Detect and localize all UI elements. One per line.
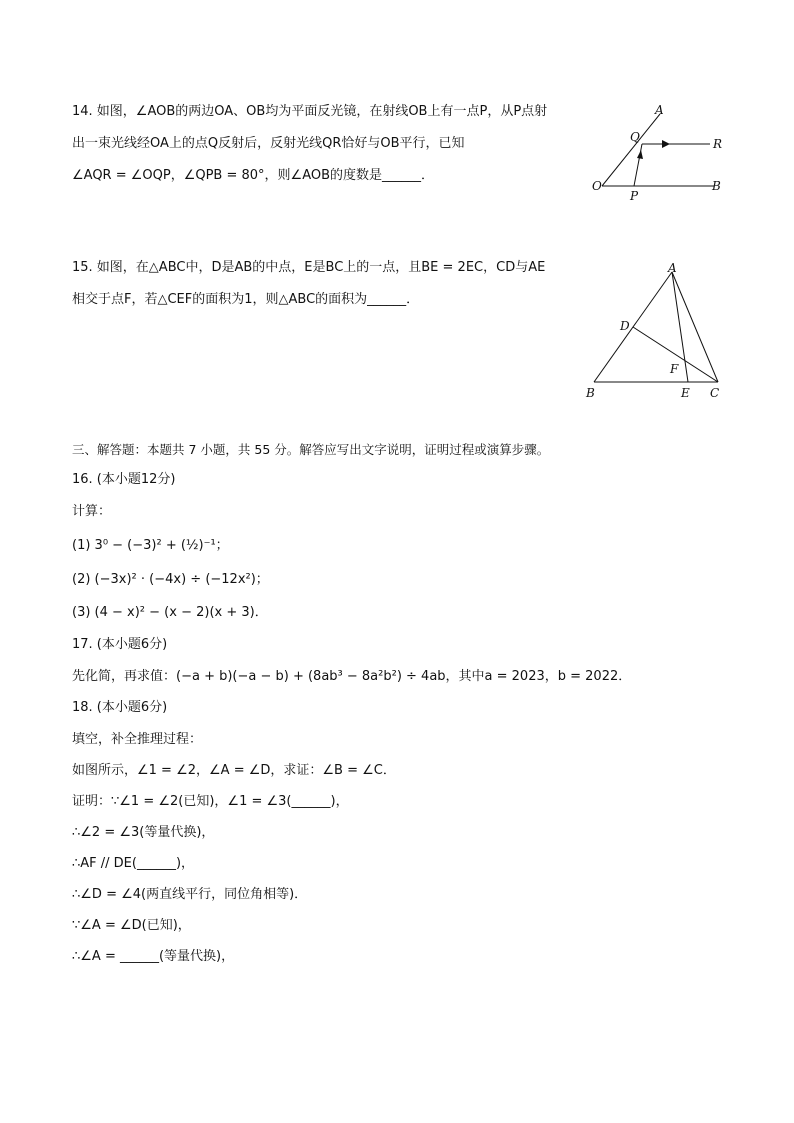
label-p: P — [630, 189, 639, 203]
q14-line2: 出一束光线经OA上的点Q反射后，反射光线QR恰好与OB平行，已知 — [72, 136, 465, 151]
q18-step5: ∵∠A = ∠D(已知)， — [72, 918, 191, 933]
q18-instruction: 填空，补全推理过程： — [72, 732, 203, 747]
q15-line2: 相交于点F，若△CEF的面积为1，则△ABC的面积为______． — [72, 292, 420, 307]
q16-part1: (1) 3⁰ − (−3)² + (½)⁻¹； — [72, 538, 229, 553]
q15-figure — [580, 258, 726, 404]
label-a: A — [668, 261, 677, 275]
q16-instruction: 计算： — [72, 504, 112, 519]
q16-part3: (3) (4 − x)² − (x − 2)(x + 3)． — [72, 605, 268, 620]
ray-pq — [634, 144, 642, 186]
label-e: E — [681, 386, 690, 400]
q14-figure — [586, 100, 726, 204]
label-d: D — [620, 319, 630, 333]
label-q: Q — [630, 130, 640, 144]
q18-step2: ∴∠2 = ∠3(等量代换)， — [72, 825, 215, 840]
label-b: B — [712, 179, 721, 193]
arrow-qr — [662, 140, 670, 148]
q18-head: 18. (本小题6分) — [72, 700, 168, 715]
q18-step3: ∴AF // DE(______)， — [72, 856, 195, 871]
q16-part2: (2) (−3x)² · (−4x) ÷ (−12x²)； — [72, 572, 269, 587]
arrow-pq — [637, 150, 643, 159]
label-r: R — [713, 137, 723, 151]
label-a: A — [655, 103, 664, 117]
q18-step4: ∴∠D = ∠4(两直线平行，同位角相等)． — [72, 887, 308, 902]
ray-oa — [602, 114, 660, 186]
q18-step1: 证明：∵∠1 = ∠2(已知)，∠1 = ∠3(______)， — [72, 794, 349, 809]
side-ac — [672, 272, 718, 382]
q16-head: 16. (本小题12分) — [72, 472, 176, 487]
q18-given: 如图所示，∠1 = ∠2，∠A = ∠D，求证：∠B = ∠C． — [72, 763, 396, 778]
section3-heading: 三、解答题：本题共 7 小题，共 55 分。解答应写出文字说明，证明过程或演算步骤。 — [72, 442, 550, 457]
q18-step6: ∴∠A = ______(等量代换)， — [72, 949, 235, 964]
q17-body: 先化简，再求值：(−a + b)(−a − b) + (8ab³ − 8a²b²) ÷ 4ab，其中a = 2023，b = 2022． — [72, 669, 632, 684]
q14-line1: 14. 如图，∠AOB的两边OA、OB均为平面反光镜，在射线OB上有一点P，从P点射 — [72, 104, 548, 119]
q15-line1: 15. 如图，在△ABC中，D是AB的中点，E是BC上的一点，且BE = 2EC，CD与AE — [72, 260, 546, 275]
label-o: O — [592, 179, 602, 193]
q17-head: 17. (本小题6分) — [72, 637, 168, 652]
q14-line3: ∠AQR = ∠OQP，∠QPB = 80°，则∠AOB的度数是______． — [72, 168, 435, 183]
label-c: C — [710, 386, 720, 400]
label-f: F — [670, 362, 679, 376]
label-b: B — [586, 386, 595, 400]
